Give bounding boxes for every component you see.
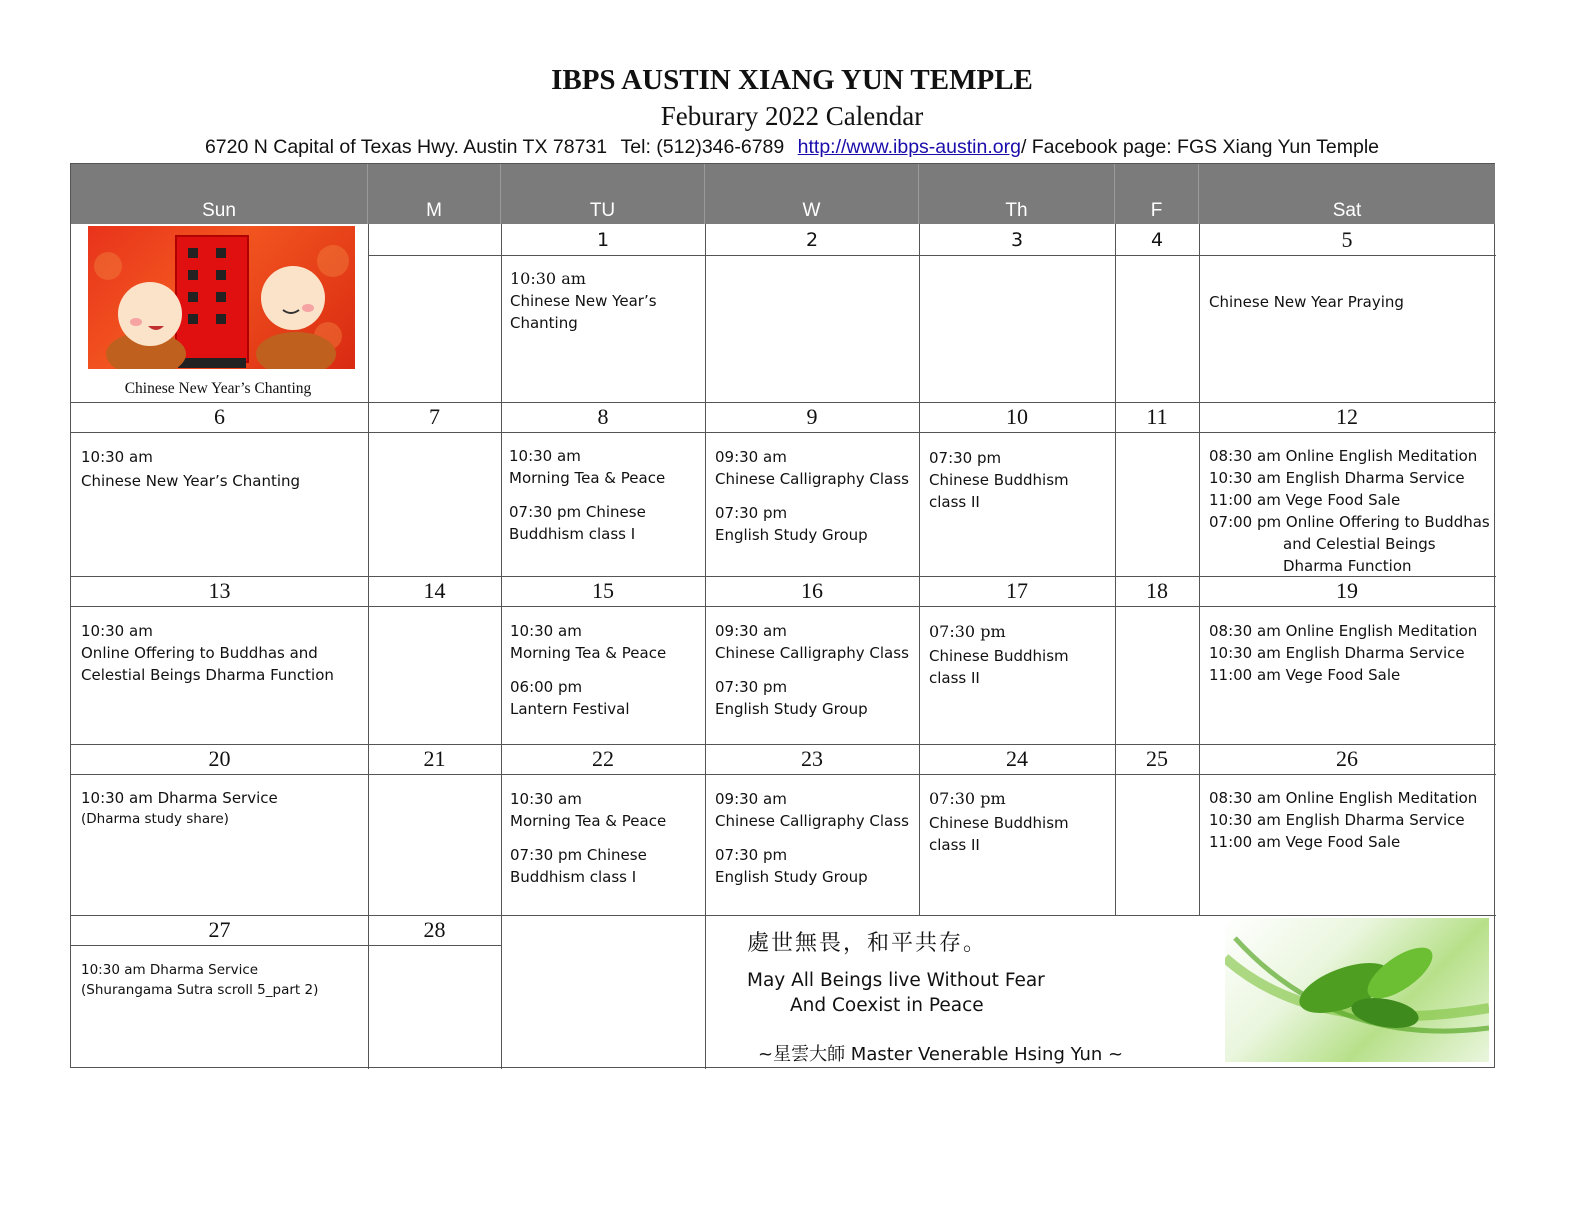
grid-line (71, 432, 1496, 433)
calendar-subtitle: Feburary 2022 Calendar (660, 101, 924, 131)
header-fri: F (1115, 164, 1199, 224)
event-feb6: 10:30 am Chinese New Year’s Chanting (81, 448, 301, 490)
facebook-info: / Facebook page: FGS Xiang Yun Temple (1020, 136, 1380, 158)
grid-line (501, 224, 502, 1069)
date-23: 23 (801, 746, 823, 771)
date-25: 25 (1146, 746, 1168, 771)
grid-line (71, 774, 1496, 775)
event-feb15: 10:30 am Morning Tea & Peace 06:00 pm Lantern Festival (510, 622, 667, 718)
event-feb20: 10:30 am Dharma Service (Dharma study share) (81, 789, 278, 827)
event-feb19: 08:30 am Online English Meditation 10:30 am English Dharma Service 11:00 am Vege Food Sale (1209, 622, 1478, 684)
event-feb1: 10:30 am Chinese New Year’s Chanting (510, 269, 657, 332)
date-28: 28 (423, 917, 446, 942)
date-5: 5 (1341, 227, 1353, 252)
date-27: 27 (208, 917, 231, 942)
grid-line (705, 224, 706, 1069)
date-22: 22 (592, 746, 614, 771)
date-6: 6 (214, 404, 225, 429)
quote-english-line1: May All Beings live Without Fear (747, 970, 1045, 991)
leaf-image (1225, 918, 1489, 1062)
date-2: 2 (805, 229, 819, 251)
address: 6720 N Capital of Texas Hwy. Austin TX 78731 (204, 136, 608, 158)
telephone: Tel: (512)346-6789 (620, 136, 785, 158)
image-caption: Chinese New Year’s Chanting (124, 380, 312, 397)
event-feb16: 09:30 am Chinese Calligraphy Class 07:30 pm English Study Group (715, 622, 909, 718)
website-link[interactable]: http://www.ibps-austin.org (797, 136, 1021, 158)
event-feb26: 08:30 am Online English Meditation 10:30 am English Dharma Service 11:00 am Vege Food Sale (1209, 789, 1478, 851)
header-mon: M (368, 164, 501, 224)
leaf-illustration (1225, 918, 1489, 1062)
date-1: 1 (596, 229, 610, 251)
quote-chinese: 處世無畏，和平共存。 (747, 931, 988, 956)
contact-line (0, 136, 1584, 159)
event-feb12: 08:30 am Online English Meditation 10:30 am English Dharma Service 11:00 am Vege Food Sale 07:00 pm Online Offering to Buddhas and Celestial Beings Dharma Function (1209, 447, 1490, 575)
date-12: 12 (1336, 404, 1358, 429)
header-sun: Sun (71, 164, 368, 224)
grid-line (1199, 224, 1200, 916)
grid-line (368, 255, 1496, 256)
event-feb27: 10:30 am Dharma Service (Shurangama Sutra scroll 5_part 2) (81, 962, 319, 998)
event-feb10: 07:30 pm Chinese Buddhism class II (929, 449, 1069, 511)
event-feb24: 07:30 pm Chinese Buddhism class II (929, 789, 1069, 854)
date-19: 19 (1336, 578, 1358, 603)
temple-title: IBPS AUSTIN XIANG YUN TEMPLE (551, 64, 1033, 96)
date-4: 4 (1150, 229, 1164, 251)
quote-english-line2: And Coexist in Peace (790, 995, 984, 1016)
date-26: 26 (1336, 746, 1358, 771)
date-14: 14 (423, 578, 446, 603)
event-feb13: 10:30 am Online Offering to Buddhas and Celestial Beings Dharma Function (81, 622, 334, 684)
event-feb5: Chinese New Year Praying (1209, 293, 1404, 311)
event-feb9: 09:30 am Chinese Calligraphy Class 07:30 pm English Study Group (715, 448, 909, 544)
event-feb17: 07:30 pm Chinese Buddhism class II (929, 622, 1069, 687)
date-20: 20 (208, 746, 231, 771)
event-feb8: 10:30 am Morning Tea & Peace 07:30 pm Chinese Buddhism class I (509, 447, 666, 543)
event-feb23: 09:30 am Chinese Calligraphy Class 07:30 pm English Study Group (715, 790, 909, 886)
grid-line (1115, 224, 1116, 916)
grid-line (919, 224, 920, 916)
date-15: 15 (592, 578, 614, 603)
date-7: 7 (429, 404, 440, 429)
date-8: 8 (597, 404, 609, 429)
date-3: 3 (1010, 229, 1024, 251)
date-18: 18 (1146, 578, 1168, 603)
date-11: 11 (1146, 404, 1168, 429)
event-feb22: 10:30 am Morning Tea & Peace 07:30 pm Chinese Buddhism class I (510, 790, 667, 886)
quote-author: ~星雲大師 Master Venerable Hsing Yun ~ (758, 1044, 1124, 1065)
new-year-illustration (88, 226, 355, 369)
date-9: 9 (806, 404, 818, 429)
date-10: 10 (1006, 404, 1028, 429)
date-21: 21 (423, 746, 446, 771)
monks-illustration (88, 226, 355, 369)
date-16: 16 (801, 578, 823, 603)
grid-line (71, 945, 501, 946)
grid-line (71, 606, 1496, 607)
header-tue: TU (501, 164, 705, 224)
date-24: 24 (1006, 746, 1028, 771)
date-17: 17 (1006, 578, 1028, 603)
header-wed: W (705, 164, 919, 224)
date-13: 13 (208, 578, 231, 603)
header-thu: Th (919, 164, 1115, 224)
header-sat: Sat (1199, 164, 1495, 224)
